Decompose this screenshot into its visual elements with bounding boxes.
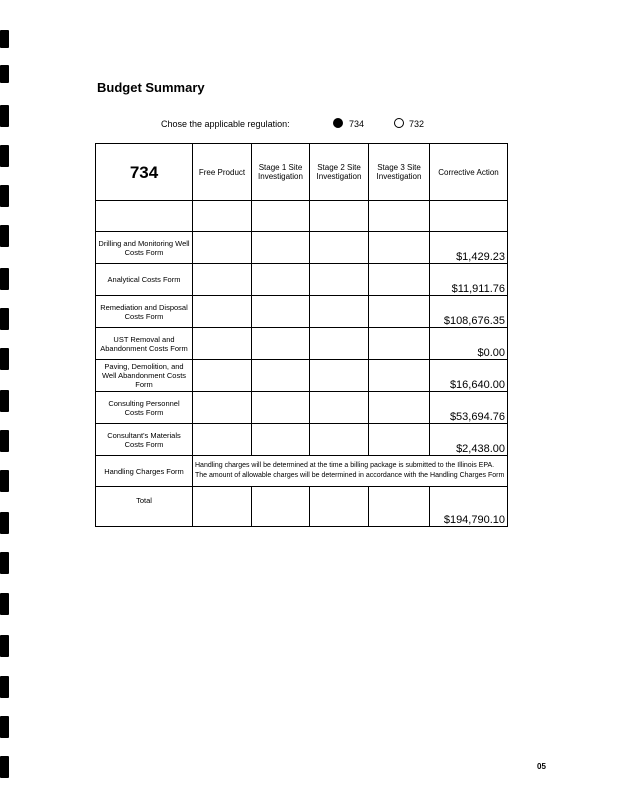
cost-cell[interactable] [369, 360, 430, 392]
cost-cell[interactable] [252, 392, 310, 424]
blank-cell[interactable] [96, 201, 193, 232]
cost-cell[interactable] [369, 487, 430, 527]
cost-cell[interactable] [310, 424, 369, 456]
row-label: Drilling and Monitoring Well Costs Form [96, 232, 193, 264]
row-label: Consultant's Materials Costs Form [96, 424, 193, 456]
blank-cell[interactable] [430, 201, 508, 232]
budget-table [95, 143, 508, 527]
cost-cell[interactable] [252, 424, 310, 456]
column-header: Stage 1 Site Investigation [252, 144, 310, 201]
cost-cell[interactable] [193, 424, 252, 456]
corrective-action-value[interactable]: $1,429.23 [430, 232, 508, 264]
cost-cell[interactable] [310, 264, 369, 296]
cost-cell[interactable] [369, 392, 430, 424]
cost-cell[interactable] [193, 360, 252, 392]
row-label: Remediation and Disposal Costs Form [96, 296, 193, 328]
cost-cell[interactable] [252, 360, 310, 392]
row-label: Consulting Personnel Costs Form [96, 392, 193, 424]
table-row [96, 392, 508, 424]
cost-cell[interactable] [252, 328, 310, 360]
cost-cell[interactable] [252, 296, 310, 328]
handling-charges-row [96, 456, 508, 487]
cost-cell[interactable] [310, 360, 369, 392]
cost-cell[interactable] [310, 296, 369, 328]
row-label: Analytical Costs Form [96, 264, 193, 296]
corrective-action-value[interactable]: $16,640.00 [430, 360, 508, 392]
table-row [96, 201, 508, 232]
handling-charges-note: Handling charges will be determined at the time a billing package is submitted to the Illinois EPA. The amount of allowable charges will be determined in accordance with the Handling Charges Form [193, 456, 508, 487]
regulation-header: 734 [96, 144, 193, 201]
radio-732[interactable] [394, 118, 404, 128]
column-header: Stage 3 Site Investigation [369, 144, 430, 201]
cost-cell[interactable] [252, 264, 310, 296]
column-header: Stage 2 Site Investigation [310, 144, 369, 201]
table-row [96, 264, 508, 296]
column-header: Free Product [193, 144, 252, 201]
table-row [96, 296, 508, 328]
cost-cell[interactable] [193, 487, 252, 527]
total-label: Total [96, 487, 193, 527]
cost-cell[interactable] [310, 392, 369, 424]
radio-732-label: 732 [409, 119, 425, 129]
cost-cell[interactable] [252, 232, 310, 264]
row-label: Paving, Demolition, and Well Abandonment Costs Form [96, 360, 193, 392]
blank-cell[interactable] [369, 201, 430, 232]
page-title: Budget Summary [97, 80, 205, 95]
table-header-row [96, 144, 508, 201]
corrective-action-value[interactable]: $2,438.00 [430, 424, 508, 456]
cost-cell[interactable] [193, 328, 252, 360]
table-row [96, 424, 508, 456]
corrective-action-value[interactable]: $108,676.35 [430, 296, 508, 328]
blank-cell[interactable] [310, 201, 369, 232]
corrective-action-value[interactable]: $53,694.76 [430, 392, 508, 424]
corrective-action-value[interactable]: $11,911.76 [430, 264, 508, 296]
cost-cell[interactable] [193, 264, 252, 296]
cost-cell[interactable] [310, 232, 369, 264]
cost-cell[interactable] [369, 264, 430, 296]
page-mark: 05 [537, 762, 546, 771]
cost-cell[interactable] [369, 328, 430, 360]
radio-734-label: 734 [349, 119, 365, 129]
table-row [96, 328, 508, 360]
cost-cell[interactable] [193, 392, 252, 424]
total-value[interactable]: $194,790.10 [430, 487, 508, 527]
row-label: UST Removal and Abandonment Costs Form [96, 328, 193, 360]
blank-cell[interactable] [193, 201, 252, 232]
total-row [96, 487, 508, 527]
cost-cell[interactable] [193, 296, 252, 328]
cost-cell[interactable] [310, 487, 369, 527]
column-header: Corrective Action [430, 144, 508, 201]
cost-cell[interactable] [252, 487, 310, 527]
row-label: Handling Charges Form [96, 456, 193, 487]
corrective-action-value[interactable]: $0.00 [430, 328, 508, 360]
cost-cell[interactable] [193, 232, 252, 264]
regulation-label: Chose the applicable regulation: [161, 119, 290, 129]
cost-cell[interactable] [310, 328, 369, 360]
table-row [96, 360, 508, 392]
cost-cell[interactable] [369, 424, 430, 456]
blank-cell[interactable] [252, 201, 310, 232]
cost-cell[interactable] [369, 296, 430, 328]
radio-734[interactable] [333, 118, 343, 128]
table-row [96, 232, 508, 264]
cost-cell[interactable] [369, 232, 430, 264]
